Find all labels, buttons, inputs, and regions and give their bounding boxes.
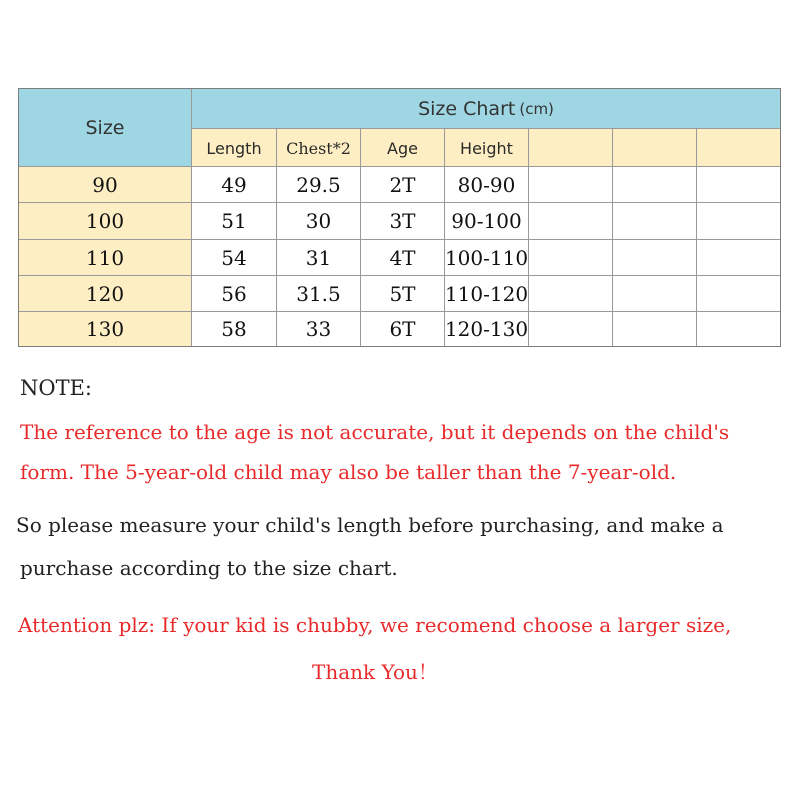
cell-length: 58 xyxy=(221,317,247,341)
grid-line xyxy=(612,128,613,346)
cell-height: 120-130 xyxy=(444,317,529,341)
cell-age: 5T xyxy=(389,281,416,306)
cell-height: 110-120 xyxy=(444,281,529,306)
cell-chest: 31.5 xyxy=(296,281,341,306)
column-header-age: Age xyxy=(387,138,418,158)
column-header-height: Height xyxy=(460,138,513,158)
cell-age: 6T xyxy=(389,317,416,341)
cell-height: 90-100 xyxy=(451,209,522,233)
cell-size: 130 xyxy=(85,317,125,341)
instruction-line-2: purchase according to the size chart. xyxy=(20,556,398,580)
column-header-chest: Chest*2 xyxy=(286,138,351,158)
instruction-line-1: So please measure your child's length before purchasing, and make a xyxy=(16,513,724,537)
cell-length: 51 xyxy=(221,209,247,233)
cell-age: 2T xyxy=(389,172,416,197)
cell-chest: 31 xyxy=(305,245,332,270)
cell-length: 56 xyxy=(221,281,247,306)
cell-size: 100 xyxy=(85,209,125,233)
grid-line xyxy=(528,128,529,346)
cell-age: 3T xyxy=(389,209,416,233)
chart-title-text: Size Chart xyxy=(418,97,516,120)
cell-height: 100-110 xyxy=(444,245,529,270)
grid-line xyxy=(696,128,697,346)
thanks-line: Thank You！ xyxy=(312,660,438,684)
size-chart-table xyxy=(18,88,781,347)
cell-age: 4T xyxy=(389,245,416,270)
column-header-length: Length xyxy=(206,138,262,158)
size-header: Size xyxy=(85,117,125,139)
chart-title xyxy=(192,89,780,128)
cell-chest: 33 xyxy=(305,317,332,341)
cell-chest: 29.5 xyxy=(296,172,341,197)
cell-length: 49 xyxy=(221,172,247,197)
note-title: NOTE: xyxy=(20,376,93,400)
warning-line-1: The reference to the age is not accurate, but it depends on the child's xyxy=(20,420,730,444)
cell-size: 120 xyxy=(85,281,125,306)
chart-title-unit: (cm) xyxy=(519,99,554,118)
cell-size: 110 xyxy=(85,245,125,270)
cell-size: 90 xyxy=(92,172,118,197)
cell-length: 54 xyxy=(221,245,247,270)
cell-height: 80-90 xyxy=(457,172,516,197)
warning-line-2: form. The 5-year-old child may also be taller than the 7-year-old. xyxy=(20,460,677,484)
cell-chest: 30 xyxy=(305,209,332,233)
attention-line: Attention plz: If your kid is chubby, we recomend choose a larger size, xyxy=(18,613,732,637)
